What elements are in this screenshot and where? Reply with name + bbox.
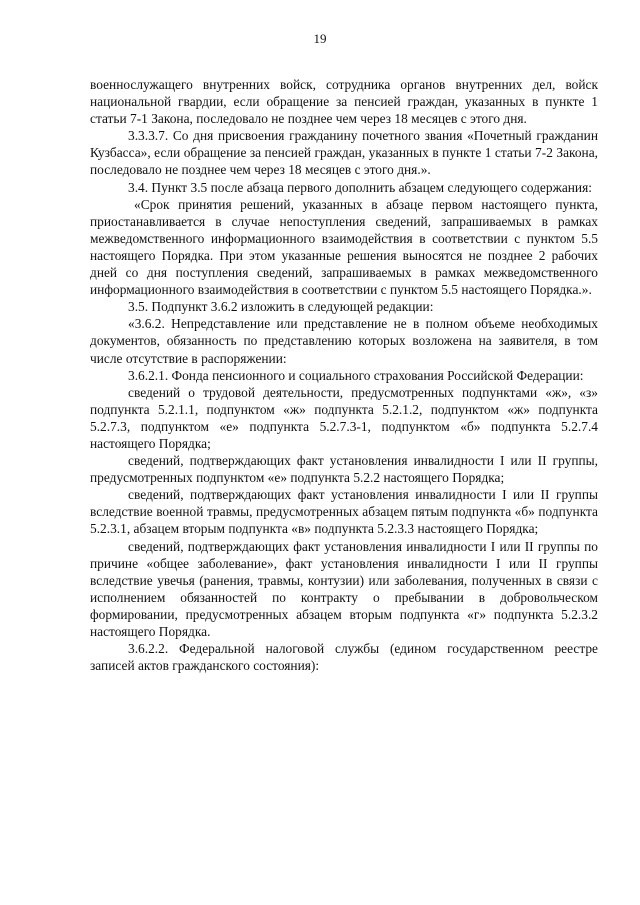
document-body <box>90 76 598 674</box>
paragraph-3-3-3-7: 3.3.3.7. Со дня присвоения гражданину почетного звания «Почетный гражданин Кузбасса», если обращение за пенсией граждан, указанных в пункте 1 статьи 7-2 Закона, последовало не позднее чем через 18 месяцев с этого дня.». <box>90 128 598 178</box>
paragraph-3-6-2-1: 3.6.2.1. Фонда пенсионного и социального страхования Российской Федерации: <box>128 367 584 383</box>
paragraph-3-4: 3.4. Пункт 3.5 после абзаца первого дополнить абзацем следующего содержания: <box>128 179 592 195</box>
paragraph-3-6-2: «3.6.2. Непредставление или представление не в полном объеме необходимых документов, обязанность по представлению которых возложена на заявителя, в том числе отсутствие в распоряжении: <box>90 316 598 366</box>
paragraph-continuation: военнослужащего внутренних войск, сотрудника органов внутренних дел, войск национальной гвардии, если обращение за пенсией граждан, указанных в пункте 1 статьи 7-1 Закона, последовало не позднее чем через 18 месяцев с этого дня. <box>90 77 598 127</box>
paragraph-general-disease: сведений, подтверждающих факт установления инвалидности I или II группы по причине «общее заболевание», факт установления инвалидности I или II группы вследствие увечья (ранения, травмы, контузии) или заболевания, полученных в связи с исполнением обязанностей по контракту о пребывании в добровольческом формировании, предусмотренных абзацем вторым подпункта «г» подпункта 5.2.3.2 настоящего Порядка. <box>90 538 598 639</box>
paragraph-disability-group: сведений, подтверждающих факт установления инвалидности I или II группы, предусмотренных подпунктом «е» подпункта 5.2.2 настоящего Порядка; <box>90 453 598 486</box>
page-number: 19 <box>313 31 327 46</box>
paragraph-military-injury: сведений, подтверждающих факт установления инвалидности I или II группы вследствие военной травмы, предусмотренных абзацем пятым подпункта «б» подпункта 5.2.3.1, абзацем вторым подпункта «в» подпункта 5.2.3.3 настоящего Порядка; <box>90 487 598 537</box>
paragraph-labor-activity: сведений о трудовой деятельности, предусмотренных подпунктами «ж», «з» подпункта 5.2.1.1, подпунктом «ж» подпункта 5.2.1.2, подпунктом «ж» подпункта 5.2.7.3, подпунктом «е» подпункта 5.2.7.3-1, подпунктом «б» подпункта 5.2.7.4 настоящего Порядка; <box>90 384 598 451</box>
paragraph-quote-decision-term: «Срок принятия решений, указанных в абзаце первом настоящего пункта, приостанавливается в случае непоступления сведений, запрашиваемых в рамках межведомственного информационного взаимодействия в соответствии с пунктом 5.5 настоящего Порядка. При этом указанные решения выносятся не позднее 2 рабочих дней со дня поступления сведений, запрашиваемых в рамках межведомственного информационного взаимодействия в соответствии с пунктом 5.5 настоящего Порядка.». <box>90 196 598 298</box>
paragraph-3-6-2-2: 3.6.2.2. Федеральной налоговой службы (едином государственном реестре записей актов гражданского состояния): <box>90 641 598 674</box>
paragraph-3-5: 3.5. Подпункт 3.6.2 изложить в следующей редакции: <box>128 299 434 315</box>
